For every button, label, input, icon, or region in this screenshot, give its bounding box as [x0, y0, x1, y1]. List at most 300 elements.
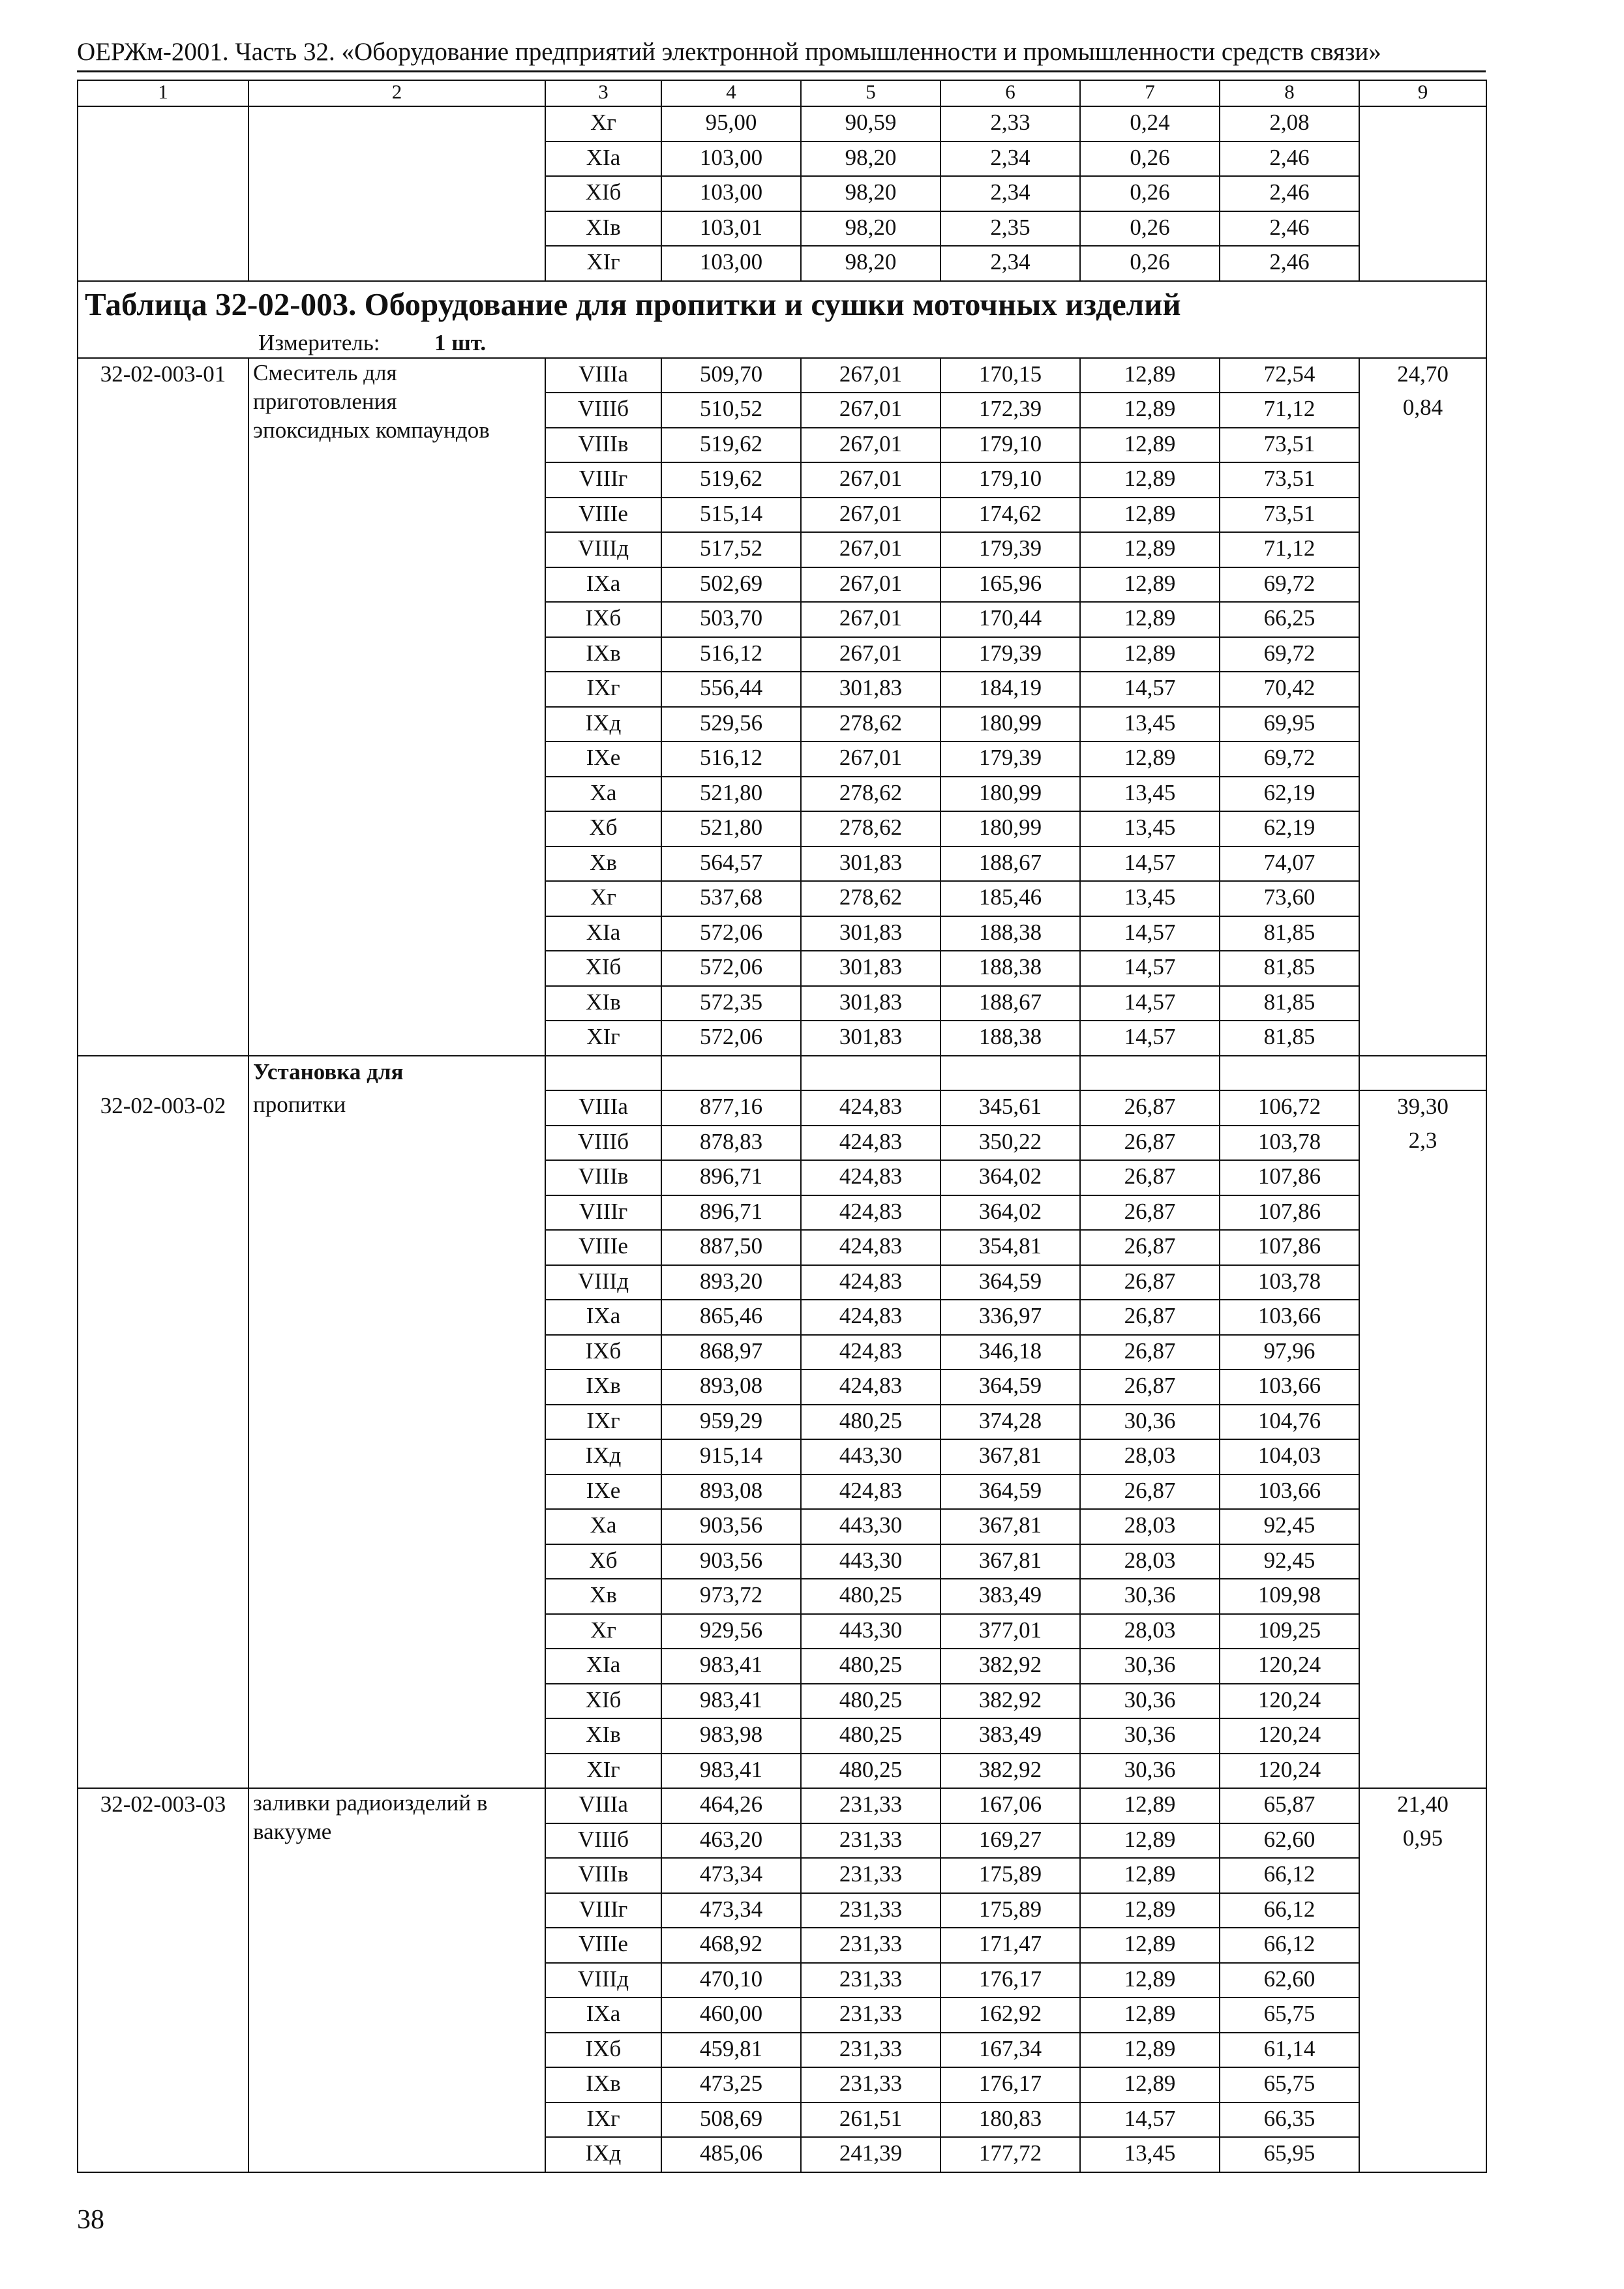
resource-group-cell: Xб: [545, 1544, 661, 1579]
total-cost-cell: 893,08: [661, 1369, 801, 1405]
materials-cost-cell: 69,95: [1220, 707, 1359, 742]
resource-group-cell: Xб: [545, 811, 661, 846]
resource-group-cell: IXб: [545, 2033, 661, 2068]
materials-cost-cell: 71,12: [1220, 393, 1359, 428]
machinist-wages-cell: 26,87: [1080, 1265, 1220, 1300]
machine-cost-cell: 180,99: [940, 777, 1080, 812]
materials-cost-cell: 81,85: [1220, 916, 1359, 951]
resource-group-cell: IXд: [545, 2137, 661, 2172]
total-cost-cell: 519,62: [661, 428, 801, 463]
resource-group-cell: Xв: [545, 846, 661, 882]
name-cell: [248, 358, 545, 1056]
measure-label: Измеритель:: [258, 329, 380, 355]
total-cost-cell: 103,00: [661, 176, 801, 211]
wages-cell: 424,83: [801, 1265, 940, 1300]
materials-cost-cell: 69,72: [1220, 637, 1359, 672]
materials-cost-cell: 2,46: [1220, 176, 1359, 211]
machinist-wages-cell: 12,89: [1080, 1893, 1220, 1928]
machinist-wages-cell: 30,36: [1080, 1405, 1220, 1440]
total-cost-cell: 893,20: [661, 1265, 801, 1300]
resource-group-cell: VIIIе: [545, 1928, 661, 1963]
materials-cost-cell: 104,03: [1220, 1439, 1359, 1474]
wages-cell: 98,20: [801, 211, 940, 247]
resource-group-cell: VIIIе: [545, 498, 661, 533]
group-title-row: [78, 1056, 1486, 1091]
machine-cost-cell: 169,27: [940, 1823, 1080, 1859]
resource-group-cell: IXд: [545, 1439, 661, 1474]
machine-cost-cell: 188,38: [940, 951, 1080, 986]
measure-cell: [78, 329, 1486, 358]
machinist-wages-cell: 0,24: [1080, 106, 1220, 142]
code-cell: [78, 1056, 248, 1091]
wages-cell: 231,33: [801, 1893, 940, 1928]
machine-cost-cell: 354,81: [940, 1230, 1080, 1265]
norm-value: 0,84: [1402, 395, 1443, 420]
materials-cost-cell: 65,87: [1220, 1788, 1359, 1823]
machine-cost-cell: 175,89: [940, 1893, 1080, 1928]
code-cell: [78, 1788, 248, 2172]
total-cost-cell: 473,34: [661, 1858, 801, 1893]
total-cost-cell: 103,01: [661, 211, 801, 247]
materials-cost-cell: 65,95: [1220, 2137, 1359, 2172]
machinist-wages-cell: 26,87: [1080, 1126, 1220, 1161]
machine-cost-cell: 346,18: [940, 1335, 1080, 1370]
machine-cost-cell: 374,28: [940, 1405, 1080, 1440]
resource-group-cell: IXв: [545, 637, 661, 672]
machine-cost-cell: 382,92: [940, 1649, 1080, 1684]
total-cost-cell: 556,44: [661, 672, 801, 707]
norm-value: 39,30: [1397, 1094, 1449, 1119]
norm-value: 0,95: [1402, 1825, 1443, 1851]
machine-cost-cell: 383,49: [940, 1718, 1080, 1754]
materials-cost-cell: 62,19: [1220, 811, 1359, 846]
code-cell: [78, 358, 248, 1056]
wages-cell: 98,20: [801, 246, 940, 281]
total-cost-cell: 572,06: [661, 916, 801, 951]
total-cost-cell: 896,71: [661, 1195, 801, 1231]
machinist-wages-cell: 14,57: [1080, 916, 1220, 951]
resource-group-cell: Xа: [545, 1509, 661, 1544]
resource-group-cell: VIIIд: [545, 532, 661, 567]
resource-group-cell: XIа: [545, 1649, 661, 1684]
machinist-wages-cell: 26,87: [1080, 1335, 1220, 1370]
materials-cost-cell: 2,46: [1220, 246, 1359, 281]
total-cost-cell: 459,81: [661, 2033, 801, 2068]
machine-cost-cell: 336,97: [940, 1300, 1080, 1335]
resource-group-cell: VIIIг: [545, 1195, 661, 1231]
wages-cell: 267,01: [801, 567, 940, 603]
empty-cell: [1080, 1056, 1220, 1091]
item-code: 32-02-003-02: [100, 1093, 226, 1118]
materials-cost-cell: 109,25: [1220, 1614, 1359, 1649]
total-cost-cell: 915,14: [661, 1439, 801, 1474]
machine-cost-cell: 171,47: [940, 1928, 1080, 1963]
resource-group-cell: IXг: [545, 672, 661, 707]
machinist-wages-cell: 12,89: [1080, 2033, 1220, 2068]
machinist-wages-cell: 13,45: [1080, 777, 1220, 812]
machinist-wages-cell: 14,57: [1080, 846, 1220, 882]
materials-cost-cell: 109,98: [1220, 1579, 1359, 1614]
machine-cost-cell: 162,92: [940, 1997, 1080, 2033]
machine-cost-cell: 185,46: [940, 881, 1080, 916]
machine-cost-cell: 177,72: [940, 2137, 1080, 2172]
resource-group-cell: XIв: [545, 211, 661, 247]
total-cost-cell: 103,00: [661, 142, 801, 177]
materials-cost-cell: 103,66: [1220, 1300, 1359, 1335]
column-number-row: [78, 80, 1486, 106]
machinist-wages-cell: 12,89: [1080, 1928, 1220, 1963]
machinist-wages-cell: 12,89: [1080, 1963, 1220, 1998]
column-number: 9: [1359, 80, 1486, 106]
machinist-wages-cell: 0,26: [1080, 142, 1220, 177]
wages-cell: 278,62: [801, 707, 940, 742]
wages-cell: 267,01: [801, 532, 940, 567]
materials-cost-cell: 106,72: [1220, 1090, 1359, 1126]
resource-group-cell: VIIIа: [545, 358, 661, 393]
wages-cell: 301,83: [801, 951, 940, 986]
wages-cell: 424,83: [801, 1126, 940, 1161]
norm-cell: [1359, 1788, 1486, 2172]
total-cost-cell: 983,41: [661, 1684, 801, 1719]
machinist-wages-cell: 13,45: [1080, 707, 1220, 742]
name-cell: [248, 1090, 545, 1788]
table-row: [78, 106, 1486, 142]
materials-cost-cell: 65,75: [1220, 1997, 1359, 2033]
wages-cell: 278,62: [801, 881, 940, 916]
machinist-wages-cell: 28,03: [1080, 1509, 1220, 1544]
machine-cost-cell: 367,81: [940, 1439, 1080, 1474]
materials-cost-cell: 72,54: [1220, 358, 1359, 393]
materials-cost-cell: 81,85: [1220, 951, 1359, 986]
materials-cost-cell: 103,78: [1220, 1265, 1359, 1300]
norm-cell: [1359, 106, 1486, 281]
machine-cost-cell: 367,81: [940, 1509, 1080, 1544]
total-cost-cell: 983,41: [661, 1649, 801, 1684]
machinist-wages-cell: 12,89: [1080, 1997, 1220, 2033]
resource-group-cell: Xв: [545, 1579, 661, 1614]
wages-cell: 231,33: [801, 1823, 940, 1859]
materials-cost-cell: 107,86: [1220, 1230, 1359, 1265]
materials-cost-cell: 120,24: [1220, 1718, 1359, 1754]
machine-cost-cell: 364,59: [940, 1369, 1080, 1405]
header-rule: [77, 70, 1486, 72]
total-cost-cell: 896,71: [661, 1160, 801, 1195]
item-name: пропитки: [253, 1092, 346, 1117]
wages-cell: 301,83: [801, 672, 940, 707]
column-number: 3: [545, 80, 661, 106]
materials-cost-cell: 73,60: [1220, 881, 1359, 916]
machine-cost-cell: 179,10: [940, 428, 1080, 463]
total-cost-cell: 468,92: [661, 1928, 801, 1963]
materials-cost-cell: 62,60: [1220, 1823, 1359, 1859]
materials-cost-cell: 2,08: [1220, 106, 1359, 142]
wages-cell: 424,83: [801, 1160, 940, 1195]
machine-cost-cell: 382,92: [940, 1754, 1080, 1789]
resource-group-cell: VIIIв: [545, 1160, 661, 1195]
resource-group-cell: VIIIв: [545, 428, 661, 463]
machinist-wages-cell: 30,36: [1080, 1754, 1220, 1789]
machinist-wages-cell: 26,87: [1080, 1160, 1220, 1195]
machine-cost-cell: 165,96: [940, 567, 1080, 603]
resource-group-cell: IXд: [545, 707, 661, 742]
total-cost-cell: 509,70: [661, 358, 801, 393]
machinist-wages-cell: 28,03: [1080, 1614, 1220, 1649]
materials-cost-cell: 120,24: [1220, 1649, 1359, 1684]
wages-cell: 443,30: [801, 1544, 940, 1579]
total-cost-cell: 983,98: [661, 1718, 801, 1754]
wages-cell: 231,33: [801, 2033, 940, 2068]
wages-cell: 241,39: [801, 2137, 940, 2172]
materials-cost-cell: 104,76: [1220, 1405, 1359, 1440]
item-name: заливки радиоизделий в вакууме: [253, 1790, 488, 1844]
machinist-wages-cell: 0,26: [1080, 176, 1220, 211]
resource-group-cell: IXе: [545, 1474, 661, 1510]
wages-cell: 231,33: [801, 1997, 940, 2033]
total-cost-cell: 519,62: [661, 462, 801, 498]
wages-cell: 424,83: [801, 1090, 940, 1126]
materials-cost-cell: 120,24: [1220, 1684, 1359, 1719]
resource-group-cell: IXб: [545, 602, 661, 637]
materials-cost-cell: 81,85: [1220, 986, 1359, 1021]
resource-group-cell: IXа: [545, 1300, 661, 1335]
item-code: 32-02-003-01: [100, 361, 226, 387]
empty-cell: [661, 1056, 801, 1091]
wages-cell: 231,33: [801, 1963, 940, 1998]
materials-cost-cell: 73,51: [1220, 498, 1359, 533]
machine-cost-cell: 179,39: [940, 637, 1080, 672]
wages-cell: 480,25: [801, 1579, 940, 1614]
materials-cost-cell: 66,12: [1220, 1893, 1359, 1928]
total-cost-cell: 868,97: [661, 1335, 801, 1370]
resource-group-cell: XIг: [545, 1021, 661, 1056]
machine-cost-cell: 383,49: [940, 1579, 1080, 1614]
machine-cost-cell: 364,02: [940, 1195, 1080, 1231]
materials-cost-cell: 2,46: [1220, 211, 1359, 247]
machinist-wages-cell: 12,89: [1080, 2067, 1220, 2102]
resource-group-cell: XIб: [545, 1684, 661, 1719]
resource-group-cell: Xг: [545, 881, 661, 916]
rates-table: [77, 80, 1487, 2173]
machine-cost-cell: 180,99: [940, 811, 1080, 846]
resource-group-cell: VIIIд: [545, 1265, 661, 1300]
resource-group-cell: XIб: [545, 951, 661, 986]
machinist-wages-cell: 12,89: [1080, 567, 1220, 603]
resource-group-cell: IXв: [545, 1369, 661, 1405]
total-cost-cell: 973,72: [661, 1579, 801, 1614]
empty-cell: [545, 1056, 661, 1091]
machine-cost-cell: 2,34: [940, 176, 1080, 211]
machine-cost-cell: 188,38: [940, 1021, 1080, 1056]
resource-group-cell: XIа: [545, 916, 661, 951]
machine-cost-cell: 345,61: [940, 1090, 1080, 1126]
wages-cell: 267,01: [801, 741, 940, 777]
wages-cell: 231,33: [801, 2067, 940, 2102]
wages-cell: 278,62: [801, 777, 940, 812]
machinist-wages-cell: 12,89: [1080, 428, 1220, 463]
machinist-wages-cell: 12,89: [1080, 358, 1220, 393]
machinist-wages-cell: 30,36: [1080, 1684, 1220, 1719]
table-row: [78, 1090, 1486, 1126]
total-cost-cell: 473,34: [661, 1893, 801, 1928]
machine-cost-cell: 176,17: [940, 2067, 1080, 2102]
wages-cell: 261,51: [801, 2102, 940, 2138]
machinist-wages-cell: 12,89: [1080, 637, 1220, 672]
machine-cost-cell: 350,22: [940, 1126, 1080, 1161]
norm-value: 24,70: [1397, 361, 1449, 387]
norm-value: 2,3: [1408, 1127, 1437, 1153]
total-cost-cell: 537,68: [661, 881, 801, 916]
machinist-wages-cell: 13,45: [1080, 2137, 1220, 2172]
resource-group-cell: XIб: [545, 176, 661, 211]
wages-cell: 480,25: [801, 1754, 940, 1789]
machinist-wages-cell: 14,57: [1080, 951, 1220, 986]
materials-cost-cell: 92,45: [1220, 1544, 1359, 1579]
materials-cost-cell: 2,46: [1220, 142, 1359, 177]
column-number: 1: [78, 80, 248, 106]
norm-cell: [1359, 1090, 1486, 1788]
empty-cell: [940, 1056, 1080, 1091]
machine-cost-cell: 184,19: [940, 672, 1080, 707]
machinist-wages-cell: 12,89: [1080, 462, 1220, 498]
total-cost-cell: 572,35: [661, 986, 801, 1021]
resource-group-cell: XIг: [545, 1754, 661, 1789]
wages-cell: 90,59: [801, 106, 940, 142]
column-number: 2: [248, 80, 545, 106]
materials-cost-cell: 62,60: [1220, 1963, 1359, 1998]
resource-group-cell: IXв: [545, 2067, 661, 2102]
materials-cost-cell: 71,12: [1220, 532, 1359, 567]
materials-cost-cell: 61,14: [1220, 2033, 1359, 2068]
resource-group-cell: IXа: [545, 1997, 661, 2033]
machine-cost-cell: 174,62: [940, 498, 1080, 533]
machinist-wages-cell: 26,87: [1080, 1090, 1220, 1126]
empty-cell: [1220, 1056, 1359, 1091]
wages-cell: 424,83: [801, 1195, 940, 1231]
machine-cost-cell: 167,34: [940, 2033, 1080, 2068]
resource-group-cell: VIIIд: [545, 1963, 661, 1998]
page-number: 38: [77, 2205, 104, 2235]
column-number: 6: [940, 80, 1080, 106]
materials-cost-cell: 69,72: [1220, 567, 1359, 603]
total-cost-cell: 464,26: [661, 1788, 801, 1823]
machine-cost-cell: 179,39: [940, 532, 1080, 567]
machinist-wages-cell: 14,57: [1080, 672, 1220, 707]
total-cost-cell: 463,20: [661, 1823, 801, 1859]
total-cost-cell: 929,56: [661, 1614, 801, 1649]
machinist-wages-cell: 12,89: [1080, 532, 1220, 567]
measure-value: 1 шт.: [434, 329, 487, 355]
resource-group-cell: VIIIв: [545, 1858, 661, 1893]
total-cost-cell: 529,56: [661, 707, 801, 742]
wages-cell: 267,01: [801, 498, 940, 533]
wages-cell: 301,83: [801, 1021, 940, 1056]
wages-cell: 231,33: [801, 1788, 940, 1823]
machine-cost-cell: 167,06: [940, 1788, 1080, 1823]
machine-cost-cell: 170,15: [940, 358, 1080, 393]
total-cost-cell: 865,46: [661, 1300, 801, 1335]
machinist-wages-cell: 0,26: [1080, 211, 1220, 247]
wages-cell: 231,33: [801, 1858, 940, 1893]
total-cost-cell: 470,10: [661, 1963, 801, 1998]
name-cell: [248, 106, 545, 281]
machine-cost-cell: 367,81: [940, 1544, 1080, 1579]
wages-cell: 98,20: [801, 142, 940, 177]
total-cost-cell: 485,06: [661, 2137, 801, 2172]
total-cost-cell: 903,56: [661, 1544, 801, 1579]
norm-cell: [1359, 358, 1486, 1056]
wages-cell: 443,30: [801, 1614, 940, 1649]
total-cost-cell: 983,41: [661, 1754, 801, 1789]
machine-cost-cell: 180,99: [940, 707, 1080, 742]
resource-group-cell: XIг: [545, 246, 661, 281]
wages-cell: 231,33: [801, 1928, 940, 1963]
total-cost-cell: 572,06: [661, 951, 801, 986]
materials-cost-cell: 120,24: [1220, 1754, 1359, 1789]
materials-cost-cell: 66,12: [1220, 1858, 1359, 1893]
measure-row: [78, 329, 1486, 358]
wages-cell: 424,83: [801, 1300, 940, 1335]
machine-cost-cell: 175,89: [940, 1858, 1080, 1893]
resource-group-cell: IXа: [545, 567, 661, 603]
table-row: [78, 358, 1486, 393]
machine-cost-cell: 382,92: [940, 1684, 1080, 1719]
resource-group-cell: IXг: [545, 1405, 661, 1440]
machinist-wages-cell: 12,89: [1080, 1788, 1220, 1823]
total-cost-cell: 878,83: [661, 1126, 801, 1161]
name-cell: [248, 1788, 545, 2172]
total-cost-cell: 103,00: [661, 246, 801, 281]
wages-cell: 267,01: [801, 637, 940, 672]
total-cost-cell: 572,06: [661, 1021, 801, 1056]
machine-cost-cell: 188,67: [940, 986, 1080, 1021]
machinist-wages-cell: 13,45: [1080, 881, 1220, 916]
total-cost-cell: 521,80: [661, 777, 801, 812]
wages-cell: 98,20: [801, 176, 940, 211]
wages-cell: 267,01: [801, 602, 940, 637]
total-cost-cell: 510,52: [661, 393, 801, 428]
resource-group-cell: VIIIб: [545, 1823, 661, 1859]
item-name: Смеситель для приготовления эпоксидных компаундов: [253, 359, 490, 443]
wages-cell: 480,25: [801, 1649, 940, 1684]
machinist-wages-cell: 12,89: [1080, 1858, 1220, 1893]
materials-cost-cell: 73,51: [1220, 462, 1359, 498]
column-number: 8: [1220, 80, 1359, 106]
machine-cost-cell: 364,59: [940, 1474, 1080, 1510]
total-cost-cell: 502,69: [661, 567, 801, 603]
resource-group-cell: VIIIб: [545, 393, 661, 428]
norm-value: 21,40: [1397, 1791, 1449, 1817]
wages-cell: 301,83: [801, 916, 940, 951]
wages-cell: 480,25: [801, 1718, 940, 1754]
materials-cost-cell: 81,85: [1220, 1021, 1359, 1056]
total-cost-cell: 893,08: [661, 1474, 801, 1510]
total-cost-cell: 877,16: [661, 1090, 801, 1126]
resource-group-cell: IXб: [545, 1335, 661, 1370]
machine-cost-cell: 188,67: [940, 846, 1080, 882]
column-number: 5: [801, 80, 940, 106]
machinist-wages-cell: 30,36: [1080, 1579, 1220, 1614]
wages-cell: 278,62: [801, 811, 940, 846]
total-cost-cell: 517,52: [661, 532, 801, 567]
machinist-wages-cell: 14,57: [1080, 1021, 1220, 1056]
wages-cell: 424,83: [801, 1335, 940, 1370]
wages-cell: 480,25: [801, 1684, 940, 1719]
wages-cell: 424,83: [801, 1230, 940, 1265]
machine-cost-cell: 179,39: [940, 741, 1080, 777]
machinist-wages-cell: 26,87: [1080, 1474, 1220, 1510]
code-cell: [78, 106, 248, 281]
materials-cost-cell: 66,12: [1220, 1928, 1359, 1963]
